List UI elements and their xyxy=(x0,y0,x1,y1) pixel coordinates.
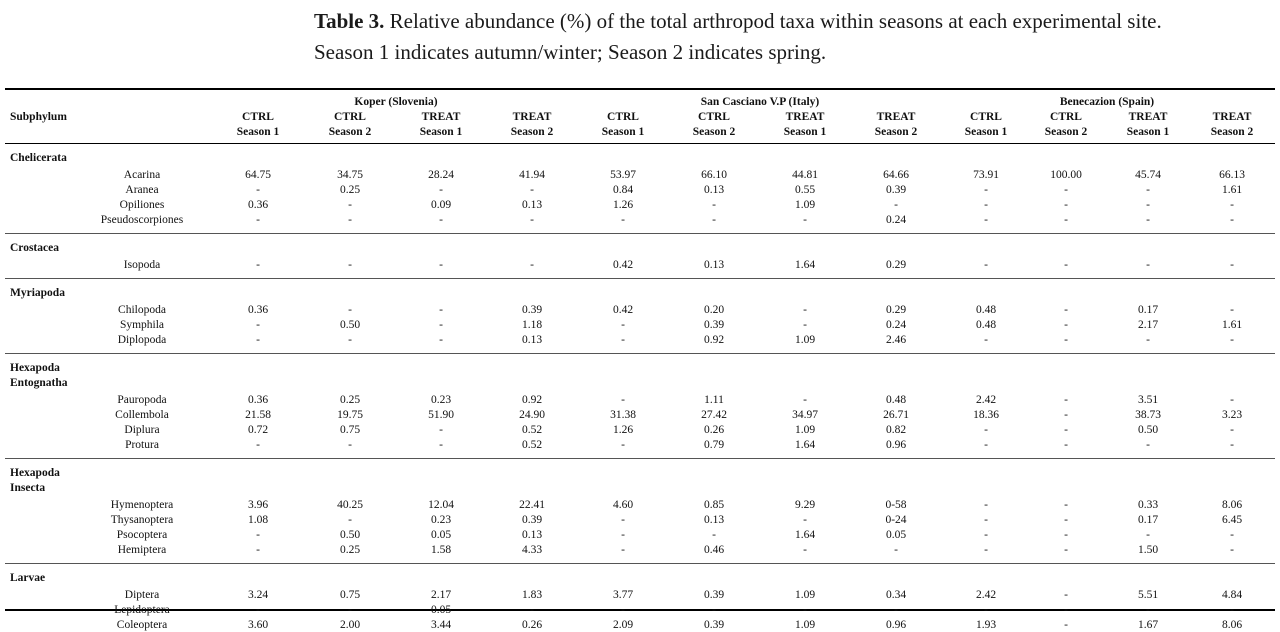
table-cell: 2.42 xyxy=(975,394,997,406)
table-cell: 28.24 xyxy=(428,169,454,181)
column-header-season: Season 1 xyxy=(783,126,827,138)
table-cell: - xyxy=(1064,259,1068,271)
table-cell: 26.71 xyxy=(883,409,909,421)
table-cell: 0.13 xyxy=(703,259,725,271)
table-cell: 0.29 xyxy=(885,304,907,316)
table-cell: - xyxy=(348,259,352,271)
table-cell: 0.48 xyxy=(885,394,907,406)
table-cell: 66.13 xyxy=(1219,169,1245,181)
table-cell: 0.55 xyxy=(794,184,816,196)
table-cell: 38.73 xyxy=(1135,409,1161,421)
table-cell: 1.08 xyxy=(247,514,269,526)
table-cell: - xyxy=(1146,199,1150,211)
table-cell: 3.24 xyxy=(247,589,269,601)
table-cell: - xyxy=(1230,214,1234,226)
table-cell: 34.75 xyxy=(337,169,363,181)
table-cell: 0.50 xyxy=(339,319,361,331)
table-cell: 21.58 xyxy=(245,409,271,421)
table-cell: - xyxy=(256,184,260,196)
table-cell: 4.84 xyxy=(1221,589,1243,601)
table-cell: - xyxy=(1064,424,1068,436)
table-cell: 64.75 xyxy=(245,169,271,181)
table-cell: 1.09 xyxy=(794,334,816,346)
table-cell: - xyxy=(894,544,898,556)
table-cell: - xyxy=(348,334,352,346)
table-cell: 2.09 xyxy=(612,619,634,631)
table-cell: 0.75 xyxy=(339,589,361,601)
table-cell: 0.75 xyxy=(339,424,361,436)
table-cell: 0.25 xyxy=(339,184,361,196)
column-header-treatment: CTRL xyxy=(242,111,274,123)
table-cell: 4.60 xyxy=(612,499,634,511)
taxon-name: Hymenoptera xyxy=(110,499,174,511)
table-cell: - xyxy=(1064,394,1068,406)
table-cell: - xyxy=(256,214,260,226)
table-caption xyxy=(314,6,1280,68)
subphylum-name: Insecta xyxy=(10,482,46,494)
table-cell: - xyxy=(712,604,716,616)
table-cell: 0.50 xyxy=(339,529,361,541)
table-cell: - xyxy=(803,319,807,331)
table-cell: 0.26 xyxy=(521,619,543,631)
table-cell: - xyxy=(1230,604,1234,616)
table-cell: 0.25 xyxy=(339,394,361,406)
table-cell: 2.00 xyxy=(339,619,361,631)
table-cell: 1.26 xyxy=(612,424,634,436)
group-separator xyxy=(5,233,1275,234)
table-cell: 73.91 xyxy=(973,169,999,181)
table-cell: 0.96 xyxy=(885,619,907,631)
table-cell: - xyxy=(1146,529,1150,541)
column-header-treatment: TREAT xyxy=(512,111,552,123)
table-cell: 0.13 xyxy=(521,529,543,541)
table-cell: - xyxy=(712,214,716,226)
table-cell: - xyxy=(1146,259,1150,271)
table-cell: 0.46 xyxy=(703,544,725,556)
table-cell: - xyxy=(1230,424,1234,436)
table-cell: - xyxy=(984,514,988,526)
table-cell: - xyxy=(1146,334,1150,346)
table-cell: - xyxy=(439,259,443,271)
table-cell: - xyxy=(984,604,988,616)
table-cell: 53.97 xyxy=(610,169,636,181)
column-header-season: Season 2 xyxy=(328,126,372,138)
table-cell: 31.38 xyxy=(610,409,636,421)
table-cell: 0.39 xyxy=(521,304,543,316)
table-cell: 6.45 xyxy=(1221,514,1243,526)
column-header-season: Season 2 xyxy=(874,126,918,138)
table-cell: 45.74 xyxy=(1135,169,1161,181)
table-cell: 0.39 xyxy=(703,319,725,331)
column-header-treatment: CTRL xyxy=(607,111,639,123)
table-cell: - xyxy=(348,214,352,226)
caption-label: Table 3. xyxy=(314,9,385,33)
table-cell: - xyxy=(621,544,625,556)
table-cell: - xyxy=(1064,514,1068,526)
taxon-name: Thysanoptera xyxy=(110,514,174,526)
taxon-name: Diptera xyxy=(124,589,160,601)
table-top-rule xyxy=(5,88,1275,90)
table-cell: - xyxy=(984,529,988,541)
table-cell: 12.04 xyxy=(428,499,454,511)
table-cell: - xyxy=(256,604,260,616)
table-cell: 0.36 xyxy=(247,304,269,316)
table-cell: 0.13 xyxy=(703,514,725,526)
column-header-season: Season 2 xyxy=(1044,126,1088,138)
table-cell: - xyxy=(1064,499,1068,511)
table-cell: 1.18 xyxy=(521,319,543,331)
table-cell: 0.05 xyxy=(430,529,452,541)
table-cell: 0.36 xyxy=(247,394,269,406)
table-cell: - xyxy=(1064,529,1068,541)
table-cell: 40.25 xyxy=(337,499,363,511)
table-cell: - xyxy=(1064,604,1068,616)
subphylum-name: Hexapoda xyxy=(10,467,60,479)
subphylum-name: Hexapoda xyxy=(10,362,60,374)
table-cell: 3.44 xyxy=(430,619,452,631)
table-cell: - xyxy=(256,259,260,271)
table-cell: 0.96 xyxy=(885,439,907,451)
table-cell: - xyxy=(1230,394,1234,406)
taxon-name: Aranea xyxy=(125,184,159,196)
table-cell: 0.24 xyxy=(885,214,907,226)
table-cell: 0.29 xyxy=(885,259,907,271)
taxon-name: Psocoptera xyxy=(116,529,168,541)
table-cell: 0.09 xyxy=(430,199,452,211)
table-cell: 27.42 xyxy=(701,409,727,421)
table-cell: - xyxy=(1064,409,1068,421)
table-cell: 0.84 xyxy=(612,184,634,196)
table-cell: - xyxy=(621,319,625,331)
table-cell: - xyxy=(621,214,625,226)
table-cell: 3.23 xyxy=(1221,409,1243,421)
table-bottom-rule xyxy=(5,609,1275,611)
table-cell: - xyxy=(712,529,716,541)
table-cell: 41.94 xyxy=(519,169,545,181)
column-header-treatment: CTRL xyxy=(970,111,1002,123)
group-separator xyxy=(5,353,1275,354)
table-cell: - xyxy=(1064,319,1068,331)
table-cell: 0.05 xyxy=(430,604,452,616)
table-cell: 0.72 xyxy=(247,424,269,436)
table-cell: 0.05 xyxy=(885,529,907,541)
column-header-season: Season 1 xyxy=(1126,126,1170,138)
column-header-season: Season 2 xyxy=(1210,126,1254,138)
table-cell: 0.39 xyxy=(703,619,725,631)
subphylum-name: Entognatha xyxy=(10,377,68,389)
taxon-name: Hemiptera xyxy=(117,544,167,556)
caption-text: Relative abundance (%) of the total arthropod taxa within seasons at each experimental site. xyxy=(389,9,1162,33)
table-cell: - xyxy=(256,439,260,451)
table-cell: 19.75 xyxy=(337,409,363,421)
subphylum-name: Myriapoda xyxy=(10,287,65,299)
table-cell: 0.17 xyxy=(1137,304,1159,316)
table-cell: 2.42 xyxy=(975,589,997,601)
column-header-season: Season 1 xyxy=(601,126,645,138)
taxon-name: Acarina xyxy=(123,169,161,181)
table-cell: 100.00 xyxy=(1050,169,1082,181)
table-cell: 3.51 xyxy=(1137,394,1159,406)
table-cell: 0.42 xyxy=(612,259,634,271)
table-cell: 0.92 xyxy=(521,394,543,406)
table-cell: 1.83 xyxy=(521,589,543,601)
table-cell: 1.93 xyxy=(975,619,997,631)
table-cell: - xyxy=(1064,184,1068,196)
subphylum-header: Subphylum xyxy=(10,111,67,123)
table-cell: - xyxy=(530,604,534,616)
table-cell: - xyxy=(348,514,352,526)
table-cell: 1.09 xyxy=(794,199,816,211)
table-cell: - xyxy=(348,439,352,451)
table-cell: - xyxy=(1064,589,1068,601)
table-cell: 0.24 xyxy=(885,319,907,331)
table-cell: 1.09 xyxy=(794,424,816,436)
table-cell: - xyxy=(530,214,534,226)
table-cell: - xyxy=(803,514,807,526)
table-cell: 4.33 xyxy=(521,544,543,556)
table-cell: 0.39 xyxy=(521,514,543,526)
taxon-name: Diplopoda xyxy=(117,334,167,346)
table-cell: 0.25 xyxy=(339,544,361,556)
table-cell: 0.52 xyxy=(521,424,543,436)
table-cell: 1.09 xyxy=(794,589,816,601)
caption-line-1 xyxy=(314,6,1280,37)
table-cell: 1.64 xyxy=(794,439,816,451)
table-cell: 1.67 xyxy=(1137,619,1159,631)
table-cell: - xyxy=(1064,214,1068,226)
table-cell: 1.64 xyxy=(794,259,816,271)
taxon-name: Diplura xyxy=(124,424,160,436)
table-cell: 1.64 xyxy=(794,529,816,541)
table-cell: - xyxy=(712,199,716,211)
table-cell: 0.42 xyxy=(612,304,634,316)
table-cell: 3.96 xyxy=(247,499,269,511)
table-cell: 0.20 xyxy=(703,304,725,316)
column-header-season: Season 2 xyxy=(692,126,736,138)
table-cell: 34.97 xyxy=(792,409,818,421)
table-cell: - xyxy=(1064,439,1068,451)
table-cell: - xyxy=(984,499,988,511)
table-cell: 3.77 xyxy=(612,589,634,601)
table-cell: 51.90 xyxy=(428,409,454,421)
table-cell: 0.34 xyxy=(885,589,907,601)
table-cell: 0.39 xyxy=(703,589,725,601)
table-cell: - xyxy=(803,394,807,406)
taxon-name: Protura xyxy=(125,439,159,451)
column-header-treatment: CTRL xyxy=(334,111,366,123)
table-cell: - xyxy=(439,304,443,316)
table-cell: - xyxy=(1064,199,1068,211)
group-separator xyxy=(5,278,1275,279)
table-cell: - xyxy=(1230,199,1234,211)
table-cell: - xyxy=(439,319,443,331)
taxon-name: Chilopoda xyxy=(118,304,166,316)
table-cell: 0.85 xyxy=(703,499,725,511)
table-cell: - xyxy=(256,319,260,331)
table-cell: - xyxy=(530,184,534,196)
table-cell: - xyxy=(1230,304,1234,316)
taxon-name: Collembola xyxy=(115,409,169,421)
column-header-season: Season 1 xyxy=(964,126,1008,138)
table-cell: - xyxy=(984,184,988,196)
table-cell: - xyxy=(1064,334,1068,346)
table-cell: - xyxy=(530,259,534,271)
table-cell: - xyxy=(984,439,988,451)
table-cell: 0.39 xyxy=(885,184,907,196)
column-header-treatment: TREAT xyxy=(1212,111,1252,123)
table-cell: - xyxy=(348,304,352,316)
table-cell: - xyxy=(803,544,807,556)
table-cell: 0.92 xyxy=(703,334,725,346)
column-header-treatment: TREAT xyxy=(1128,111,1168,123)
table-cell: 2.17 xyxy=(430,589,452,601)
taxon-name: Pauropoda xyxy=(117,394,167,406)
table-cell: 0.79 xyxy=(703,439,725,451)
taxon-name: Isopoda xyxy=(123,259,161,271)
table-cell: - xyxy=(621,529,625,541)
table-cell: 2.46 xyxy=(885,334,907,346)
site-header: San Casciano V.P (Italy) xyxy=(700,96,820,108)
table-cell: 8.06 xyxy=(1221,619,1243,631)
column-header-season: Season 2 xyxy=(510,126,554,138)
table-cell: - xyxy=(1146,604,1150,616)
table-cell: 0.26 xyxy=(703,424,725,436)
group-separator xyxy=(5,563,1275,564)
table-cell: 0.13 xyxy=(521,334,543,346)
subphylum-name: Crostacea xyxy=(10,242,59,254)
table-cell: - xyxy=(1230,334,1234,346)
column-header-season: Season 1 xyxy=(419,126,463,138)
table-cell: 0.36 xyxy=(247,199,269,211)
table-cell: 0.13 xyxy=(521,199,543,211)
table-cell: 8.06 xyxy=(1221,499,1243,511)
table-cell: 0.17 xyxy=(1137,514,1159,526)
subphylum-name: Chelicerata xyxy=(10,152,67,164)
table-cell: - xyxy=(348,199,352,211)
table-cell: 0.48 xyxy=(975,304,997,316)
table-cell: - xyxy=(894,199,898,211)
taxon-name: Lepidoptera xyxy=(114,604,170,616)
group-separator xyxy=(5,458,1275,459)
table-cell: - xyxy=(984,544,988,556)
table-cell: - xyxy=(984,199,988,211)
table-cell: 2.17 xyxy=(1137,319,1159,331)
table-header-rule xyxy=(5,143,1275,144)
table-cell: 0.48 xyxy=(975,319,997,331)
table-cell: - xyxy=(803,304,807,316)
table-cell: - xyxy=(439,334,443,346)
table-cell: 1.58 xyxy=(430,544,452,556)
subphylum-name: Larvae xyxy=(10,572,46,584)
table-cell: - xyxy=(439,439,443,451)
table-cell: - xyxy=(984,334,988,346)
table-cell: - xyxy=(1064,544,1068,556)
table-cell: - xyxy=(1146,184,1150,196)
column-header-treatment: CTRL xyxy=(698,111,730,123)
table-cell: - xyxy=(803,214,807,226)
table-cell: 18.36 xyxy=(973,409,999,421)
table-cell: - xyxy=(256,334,260,346)
table-cell: - xyxy=(348,604,352,616)
table-cell: 9.29 xyxy=(794,499,816,511)
table-cell: 0.33 xyxy=(1137,499,1159,511)
taxon-name: Symphila xyxy=(119,319,165,331)
table-cell: - xyxy=(1230,259,1234,271)
table-cell: 3.60 xyxy=(247,619,269,631)
column-header-treatment: TREAT xyxy=(785,111,825,123)
table-cell: - xyxy=(984,259,988,271)
table-cell: 24.90 xyxy=(519,409,545,421)
table-cell: - xyxy=(439,214,443,226)
column-header-treatment: TREAT xyxy=(421,111,461,123)
table-cell: 1.50 xyxy=(1137,544,1159,556)
caption-line-2: Season 1 indicates autumn/winter; Season 2 indicates spring. xyxy=(314,40,827,64)
table-cell: - xyxy=(1064,619,1068,631)
table-cell: 1.11 xyxy=(704,394,724,406)
table-cell: - xyxy=(1146,214,1150,226)
table-cell: 5.51 xyxy=(1137,589,1159,601)
table-cell: 0-24 xyxy=(885,514,907,526)
table-cell: 66.10 xyxy=(701,169,727,181)
table-cell: - xyxy=(1230,544,1234,556)
table-cell: 0.82 xyxy=(885,424,907,436)
table-cell: - xyxy=(621,439,625,451)
table-cell: 44.81 xyxy=(792,169,818,181)
table-cell: 0.50 xyxy=(1137,424,1159,436)
table-cell: - xyxy=(803,604,807,616)
taxon-name: Pseudoscorpiones xyxy=(100,214,184,226)
table-cell: - xyxy=(439,424,443,436)
table-cell: 1.26 xyxy=(612,199,634,211)
column-header-season: Season 1 xyxy=(236,126,280,138)
table-cell: 1.61 xyxy=(1221,184,1243,196)
table-cell: - xyxy=(256,529,260,541)
table-cell: - xyxy=(621,394,625,406)
table-cell: 0-58 xyxy=(885,499,907,511)
taxon-name: Opiliones xyxy=(119,199,165,211)
table-cell: 22.41 xyxy=(519,499,545,511)
site-header: Benecazion (Spain) xyxy=(1059,96,1155,108)
table-cell: - xyxy=(984,424,988,436)
site-header: Koper (Slovenia) xyxy=(354,96,438,108)
table-cell: - xyxy=(439,184,443,196)
column-header-treatment: TREAT xyxy=(876,111,916,123)
table-cell: - xyxy=(621,334,625,346)
taxon-name: Coleoptera xyxy=(116,619,168,631)
table-cell: 1.09 xyxy=(794,619,816,631)
table-cell: 1.61 xyxy=(1221,319,1243,331)
table-cell: 0.23 xyxy=(430,394,452,406)
table-cell: - xyxy=(894,604,898,616)
table-cell: 64.66 xyxy=(883,169,909,181)
table-cell: - xyxy=(621,514,625,526)
table-cell: - xyxy=(621,604,625,616)
column-header-treatment: CTRL xyxy=(1050,111,1082,123)
table-cell: - xyxy=(1230,529,1234,541)
table-cell: - xyxy=(1230,439,1234,451)
table-cell: - xyxy=(256,544,260,556)
table-cell: 0.23 xyxy=(430,514,452,526)
table-cell: - xyxy=(984,214,988,226)
table-cell: - xyxy=(1064,304,1068,316)
table-cell: - xyxy=(1146,439,1150,451)
table-cell: 0.52 xyxy=(521,439,543,451)
table-cell: 0.13 xyxy=(703,184,725,196)
